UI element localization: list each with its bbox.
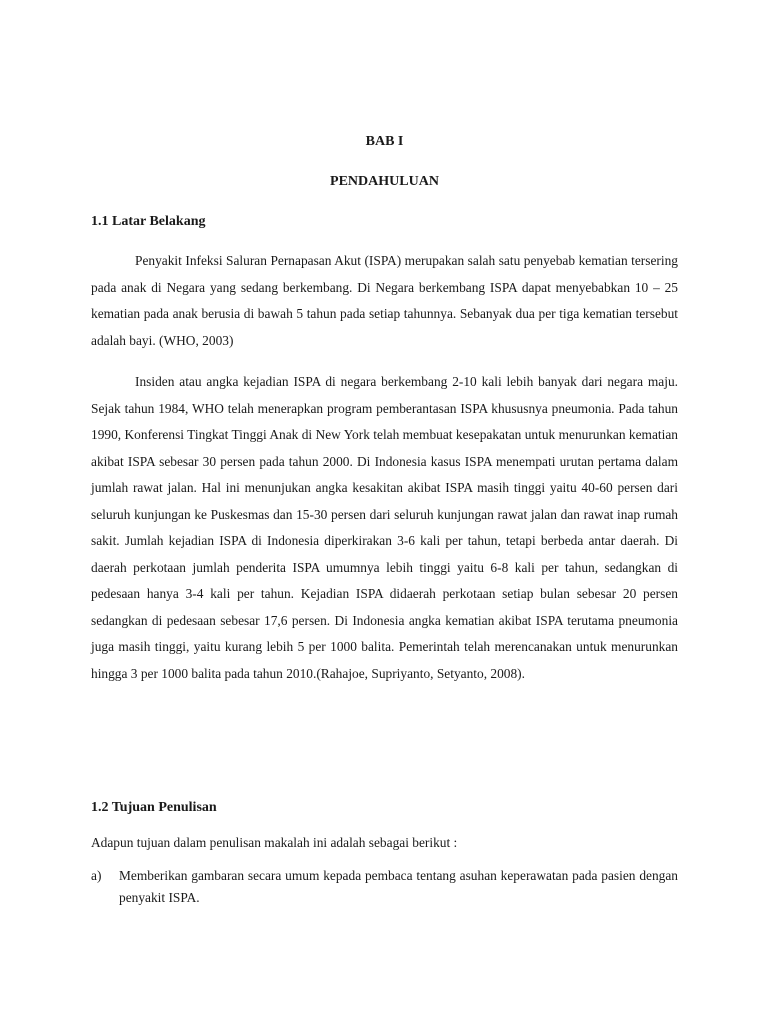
paragraph-ispa-incidence: Insiden atau angka kejadian ISPA di negara berkembang 2-10 kali lebih banyak dari negara maju. Sejak tahun 1984, WHO telah menerapkan program pemberantasan ISPA khususnya pneumonia. Pada tahun 1990, Konferensi Tingkat Tinggi Anak di New York telah membuat kesepakatan untuk menurunkan kematian akibat ISPA sebesar 30 persen pada tahun 2000. Di Indonesia kasus ISPA menempati urutan pertama dalam jumlah rawat jalan. Hal ini menunjukan angka kesakitan akibat ISPA masih tinggi yaitu 40-60 persen dari seluruh kunjungan ke Puskesmas dan 15-30 persen dari seluruh kunjungan rawat jalan dan rawat inap rumah sakit. Jumlah kejadian ISPA di Indonesia diperkirakan 3-6 kali per tahun, tetapi berbeda antar daerah. Di daerah perkotaan jumlah penderita ISPA umumnya lebih tinggi yaitu 6-8 kali per tahun, sedangkan di pedesaan hanya 3-4 kali per tahun. Kejadian ISPA didaerah perkotaan setiap bulan sebesar 20 persen sedangkan di pedesaan sebesar 17,6 persen. Di Indonesia angka kematian akibat ISPA terutama pneumonia juga masih tinggi, yaitu kurang lebih 5 per 1000 balita. Pemerintah telah merencanakan untuk menurunkan hingga 3 per 1000 balita pada tahun 2010.(Rahajoe, Supriyanto, Setyanto, 2008). bbox=[91, 374, 678, 681]
paragraph-ispa-definition: Penyakit Infeksi Saluran Pernapasan Akut (ISPA) merupakan salah satu penyebab kematian tersering pada anak di Negara yang sedang berkembang. Di Negara berkembang ISPA dapat menyebabkan 10 – 25 kematian pada anak berusia di bawah 5 tahun pada setiap tahunnya. Sebanyak dua per tiga kematian tersebut adalah bayi. (WHO, 2003) bbox=[91, 253, 678, 348]
list-item bbox=[91, 865, 678, 909]
chapter-number: BAB I bbox=[365, 134, 404, 149]
chapter-title: PENDAHULUAN bbox=[330, 174, 439, 189]
section-heading-latar-belakang: 1.1 Latar Belakang bbox=[91, 214, 206, 229]
list-item-text: Memberikan gambaran secara umum kepada pembaca tentang asuhan keperawatan pada pasien dengan penyakit ISPA. bbox=[119, 868, 678, 905]
section-heading-tujuan-penulisan: 1.2 Tujuan Penulisan bbox=[91, 800, 217, 815]
list-marker: a) bbox=[91, 868, 102, 883]
section-intro: Adapun tujuan dalam penulisan makalah ini adalah sebagai berikut : bbox=[91, 835, 458, 850]
